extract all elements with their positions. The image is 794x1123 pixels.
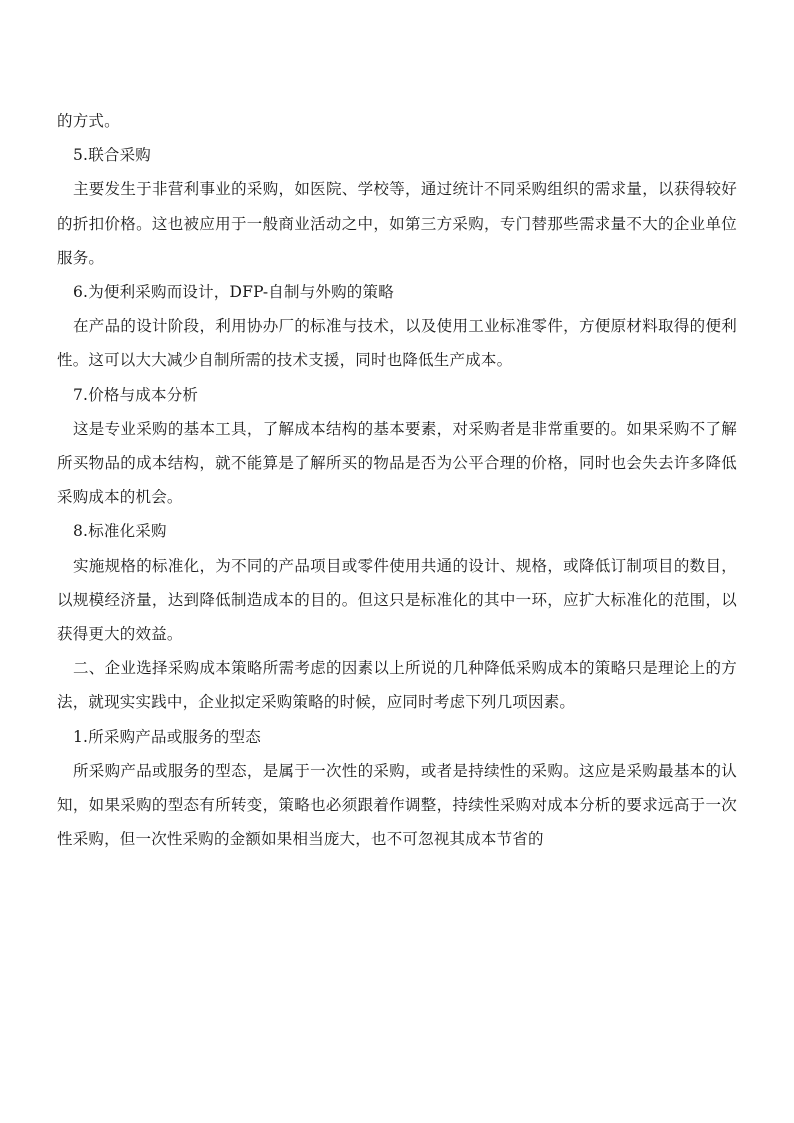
section-heading-procurement-type: 1.所采购产品或服务的型态 [73, 727, 261, 746]
section-heading-price-cost-analysis: 7.价格与成本分析 [73, 385, 199, 404]
paragraph-procurement-type: 所采购产品或服务的型态，是属于一次性的采购，或者是持续性的采购。这应是采购最基本的认知，如果采购的型态有所转变，策略也必须跟着作调整，持续性采购对成本分析的要求远高于一次性采购，但一次性采购的金额如果相当庞大，也不可忽视其成本节省的 [57, 761, 737, 849]
section-heading-standardized-procurement: 8.标准化采购 [73, 522, 167, 541]
paragraph-standardized-procurement: 实施规格的标准化，为不同的产品项目或零件使用共通的设计、规格，或降低订制项目的数目，以规模经济量，达到降低制造成本的目的。但这只是标准化的其中一环，应扩大标准化的范围，以获得更大的效益。 [57, 556, 737, 644]
paragraph-continuation: 的方式。 [57, 112, 120, 130]
paragraph-dfp: 在产品的设计阶段，利用协办厂的标准与技术，以及使用工业标准零件，方便原材料取得的便利性。这可以大大减少自制所需的技术支援，同时也降低生产成本。 [57, 317, 737, 370]
paragraph-strategy-factors: 二、企业选择采购成本策略所需考虑的因素以上所说的几种降低采购成本的策略只是理论上的方法，就现实实践中，企业拟定采购策略的时候，应同时考虑下列几项因素。 [57, 659, 737, 712]
paragraph-price-cost-analysis: 这是专业采购的基本工具，了解成本结构的基本要素，对采购者是非常重要的。如果采购不了解所买物品的成本结构，就不能算是了解所买的物品是否为公平合理的价格，同时也会失去许多降低采购成本的机会。 [57, 419, 737, 507]
section-heading-dfp: 6.为便利采购而设计，DFP-自制与外购的策略 [73, 283, 394, 302]
paragraph-joint-procurement: 主要发生于非营利事业的采购，如医院、学校等，通过统计不同采购组织的需求量，以获得较好的折扣价格。这也被应用于一般商业活动之中，如第三方采购，专门替那些需求量不大的企业单位服务。 [57, 180, 737, 267]
document-body [57, 104, 737, 856]
section-heading-joint-procurement: 5.联合采购 [73, 146, 151, 165]
